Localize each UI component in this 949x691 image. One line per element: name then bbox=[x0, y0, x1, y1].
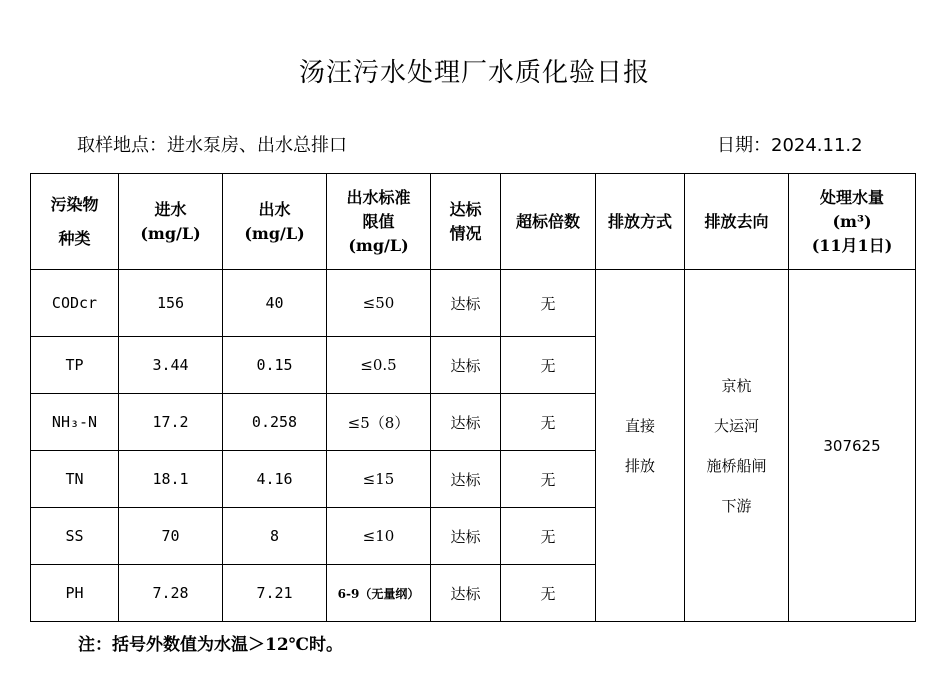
discharge-method-cell bbox=[596, 270, 685, 622]
exceed-cell: 无 bbox=[501, 451, 596, 508]
outflow-cell: 7.21 bbox=[223, 565, 327, 622]
limit-cell: ≤15 bbox=[327, 451, 431, 508]
inflow-cell: 156 bbox=[119, 270, 223, 337]
limit-cell: 6-9（无量纲） bbox=[327, 565, 431, 622]
discharge-dest-line2: 大运河 bbox=[713, 416, 759, 435]
exceed-cell: 无 bbox=[501, 337, 596, 394]
outflow-cell: 4.16 bbox=[223, 451, 327, 508]
table-header-row bbox=[31, 174, 916, 270]
status-cell: 达标 bbox=[431, 565, 501, 622]
header-standard-line1: 出水标准 bbox=[346, 187, 411, 207]
exceed-cell: 无 bbox=[501, 270, 596, 337]
page-title: 汤汪污水处理厂水质化验日报 bbox=[298, 58, 650, 88]
inflow-cell: 18.1 bbox=[119, 451, 223, 508]
header-compliance bbox=[431, 174, 501, 270]
discharge-method-line1: 直接 bbox=[624, 416, 655, 435]
exceed-cell: 无 bbox=[501, 565, 596, 622]
pollutant-cell: SS bbox=[31, 508, 119, 565]
header-discharge-destination: 排放去向 bbox=[685, 174, 789, 270]
pollutant-cell: CODcr bbox=[31, 270, 119, 337]
limit-cell: ≤5（8） bbox=[327, 394, 431, 451]
header-standard-line2: 限值 bbox=[362, 211, 395, 231]
exceed-cell: 无 bbox=[501, 508, 596, 565]
discharge-dest-line3: 施桥船闸 bbox=[706, 456, 767, 475]
header-inflow-line2: (mg/L) bbox=[140, 223, 201, 243]
table-row bbox=[31, 270, 916, 337]
header-standard-line3: (mg/L) bbox=[348, 235, 409, 255]
date-label: 日期： bbox=[717, 135, 771, 156]
header-inflow-line1: 进水 bbox=[154, 199, 187, 219]
limit-cell: ≤50 bbox=[327, 270, 431, 337]
discharge-destination-cell bbox=[685, 270, 789, 622]
inflow-cell: 7.28 bbox=[119, 565, 223, 622]
header-compliance-line2: 情况 bbox=[449, 223, 482, 243]
pollutant-cell: TN bbox=[31, 451, 119, 508]
header-discharge-method: 排放方式 bbox=[596, 174, 685, 270]
discharge-dest-line4: 下游 bbox=[721, 496, 752, 515]
outflow-cell: 0.15 bbox=[223, 337, 327, 394]
footnote: 注：括号外数值为水温＞12℃时。 bbox=[78, 635, 344, 655]
outflow-cell: 0.258 bbox=[223, 394, 327, 451]
status-cell: 达标 bbox=[431, 508, 501, 565]
exceed-cell: 无 bbox=[501, 394, 596, 451]
discharge-dest-line1: 京杭 bbox=[721, 376, 752, 395]
inflow-cell: 3.44 bbox=[119, 337, 223, 394]
sampling-location: 取样地点：进水泵房、出水总排口 bbox=[77, 135, 347, 156]
report-date bbox=[717, 131, 863, 157]
status-cell: 达标 bbox=[431, 394, 501, 451]
header-standard-limit bbox=[327, 174, 431, 270]
header-volume-line3: (11月1日) bbox=[811, 235, 893, 255]
header-outflow-line1: 出水 bbox=[258, 199, 291, 219]
water-quality-table bbox=[30, 173, 916, 622]
limit-cell: ≤10 bbox=[327, 508, 431, 565]
header-volume-line2: (m³) bbox=[832, 211, 872, 231]
header-volume-line1: 处理水量 bbox=[819, 187, 884, 207]
pollutant-cell: NH₃-N bbox=[31, 394, 119, 451]
header-pollutant bbox=[31, 174, 119, 270]
status-cell: 达标 bbox=[431, 270, 501, 337]
status-cell: 达标 bbox=[431, 337, 501, 394]
header-treated-volume bbox=[789, 174, 916, 270]
limit-cell: ≤0.5 bbox=[327, 337, 431, 394]
inflow-cell: 70 bbox=[119, 508, 223, 565]
date-value: 2024.11.2 bbox=[771, 135, 863, 156]
header-outflow bbox=[223, 174, 327, 270]
header-compliance-line1: 达标 bbox=[449, 199, 482, 219]
pollutant-cell: PH bbox=[31, 565, 119, 622]
treated-volume-cell: 307625 bbox=[789, 270, 916, 622]
pollutant-cell: TP bbox=[31, 337, 119, 394]
discharge-method-line2: 排放 bbox=[624, 456, 655, 475]
outflow-cell: 8 bbox=[223, 508, 327, 565]
header-pollutant-line2: 种类 bbox=[58, 228, 91, 248]
header-inflow bbox=[119, 174, 223, 270]
header-outflow-line2: (mg/L) bbox=[244, 223, 305, 243]
status-cell: 达标 bbox=[431, 451, 501, 508]
header-exceed-times: 超标倍数 bbox=[501, 174, 596, 270]
header-pollutant-line1: 污染物 bbox=[50, 194, 99, 214]
inflow-cell: 17.2 bbox=[119, 394, 223, 451]
outflow-cell: 40 bbox=[223, 270, 327, 337]
